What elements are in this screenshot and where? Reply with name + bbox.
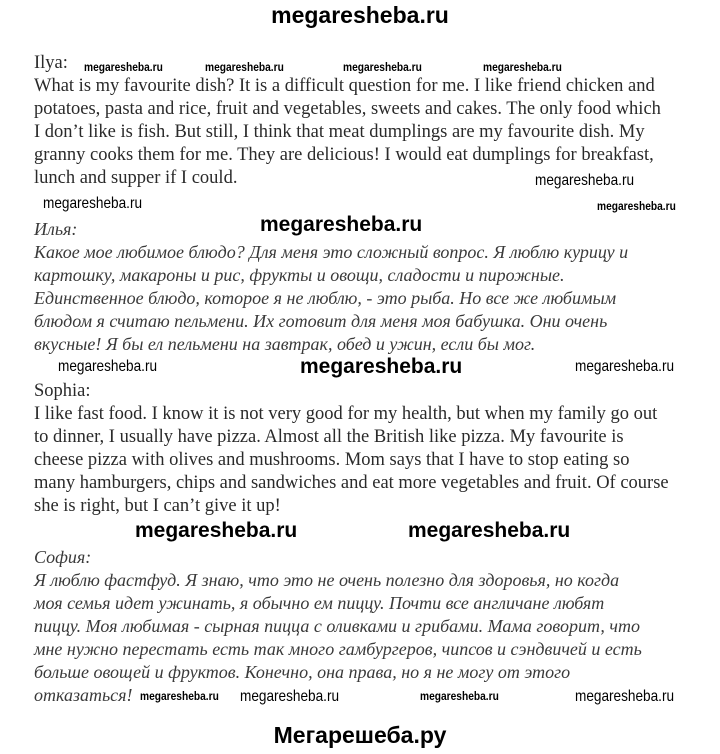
- watermark: megaresheba.ru: [483, 60, 562, 74]
- text-line: lunch and supper if I could.: [34, 168, 238, 188]
- site-header: megaresheba.ru: [271, 2, 449, 28]
- speaker-label: Sophia:: [34, 381, 91, 401]
- speaker-label: Ilya:: [34, 53, 68, 73]
- watermark: megaresheba.ru: [575, 358, 675, 375]
- text-line: potatoes, pasta and rice, fruit and vegetables, sweets and cakes. The only food which: [34, 99, 661, 119]
- text-line: I don’t like is fish. But still, I think that meat dumplings are my favourite dish. My: [34, 122, 645, 142]
- watermark: megaresheba.ru: [58, 358, 158, 375]
- text-line: отказаться!: [34, 685, 133, 705]
- text-line: to dinner, I usually have pizza. Almost all the British like pizza. My favourite is: [34, 427, 624, 447]
- text-line: блюдом я считаю пельмени. Их готовит для меня моя бабушка. Они очень: [34, 311, 608, 331]
- text-line: she is right, but I can’t give it up!: [34, 496, 281, 516]
- watermark: megaresheba.ru: [260, 213, 423, 236]
- watermark: megaresheba.ru: [43, 195, 143, 212]
- text-line: granny cooks them for me. They are delicious! I would eat dumplings for breakfast,: [34, 145, 654, 165]
- watermark: megaresheba.ru: [205, 60, 284, 74]
- sophia-translation-block: [34, 546, 642, 707]
- watermark: megaresheba.ru: [135, 519, 298, 542]
- watermark: megaresheba.ru: [240, 688, 340, 705]
- speaker-label: Илья:: [34, 219, 78, 239]
- text-line: картошку, макароны и рис, фрукты и овощи, сладости и пирожные.: [34, 265, 565, 285]
- text-line: Какое мое любимое блюдо? Для меня это сложный вопрос. Я люблю курицу и: [34, 242, 629, 262]
- ilya-translation-block: [34, 218, 628, 356]
- text-line: Единственное блюдо, которое я не люблю, - это рыба. Но все же любимым: [34, 288, 617, 308]
- watermark: megaresheba.ru: [408, 519, 571, 542]
- sophia-block: [34, 380, 669, 518]
- watermark: megaresheba.ru: [535, 172, 635, 189]
- text-line: моя семья идет ужинать, я обычно ем пиццу. Почти все англичане любят: [34, 593, 605, 613]
- watermark: megaresheba.ru: [575, 688, 675, 705]
- text-line: Я люблю фастфуд. Я знаю, что это не очень полезно для здоровья, но когда: [34, 570, 620, 590]
- watermark: megaresheba.ru: [300, 355, 463, 378]
- watermark: megaresheba.ru: [140, 689, 219, 703]
- text-line: мне нужно перестать есть так много гамбургеров, чипсов и сэндвичей и есть: [34, 639, 642, 659]
- text-line: I like fast food. I know it is not very good for my health, but when my family go out: [34, 404, 658, 424]
- watermark: megaresheba.ru: [343, 60, 422, 74]
- site-footer: Мегарешеба.ру: [273, 722, 447, 748]
- watermark: megaresheba.ru: [84, 60, 163, 74]
- text-line: What is my favourite dish? It is a difficult question for me. I like friend chicken and: [34, 76, 655, 96]
- text-line: пиццу. Моя любимая - сырная пицца с оливками и грибами. Мама говорит, что: [34, 616, 640, 636]
- speaker-label: София:: [34, 547, 92, 567]
- watermark: megaresheba.ru: [597, 199, 676, 213]
- text-line: больше овощей и фруктов. Конечно, она права, но я не могу от этого: [34, 662, 571, 682]
- watermark: megaresheba.ru: [420, 689, 499, 703]
- text-line: вкусные! Я бы ел пельмени на завтрак, обед и ужин, если бы мог.: [34, 334, 536, 354]
- text-line: many hamburgers, chips and sandwiches and eat more vegetables and fruit. Of course: [34, 473, 669, 493]
- text-line: cheese pizza with olives and mushrooms. Mom says that I have to stop eating so: [34, 450, 630, 470]
